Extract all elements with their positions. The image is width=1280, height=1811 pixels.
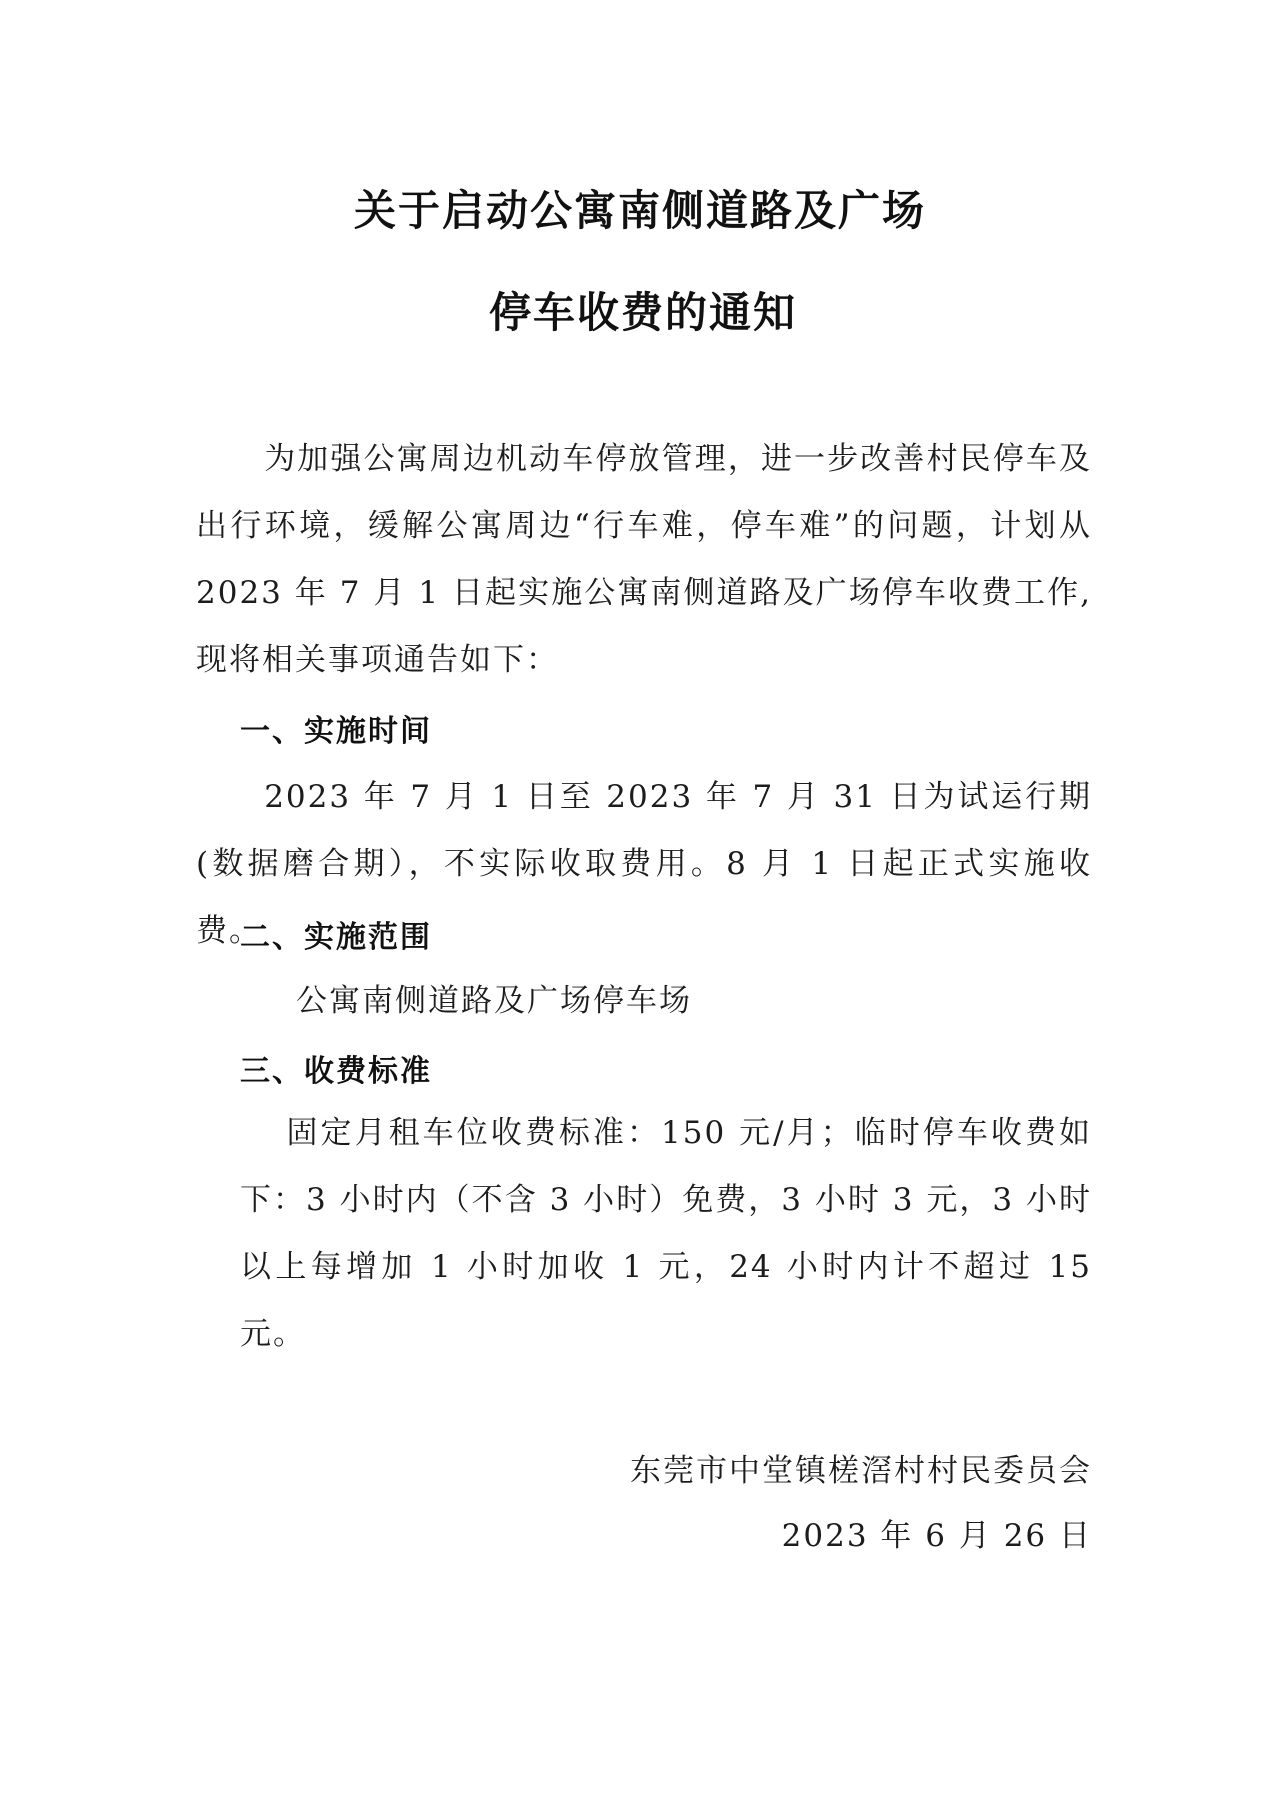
signature-date: 2023 年 6 月 26 日 xyxy=(781,1518,1092,1554)
section-body-time: 2023 年 7 月 1 日至 2023 年 7 月 31 日为试运行期(数据磨合期），不实际收取费用。8 月 1 日起正式实施收费。 xyxy=(196,779,1092,949)
section-heading-time: 一、实施时间 xyxy=(240,714,432,749)
intro-paragraph: 为加强公寓周边机动车停放管理，进一步改善村民停车及出行环境，缓解公寓周边“行车难，停车难”的问题，计划从2023 年 7 月 1 日起实施公寓南侧道路及广场停车收费工作,现将相关事项通告如下： xyxy=(196,441,1092,678)
signature-organization: 东莞市中堂镇槎滘村村民委员会 xyxy=(630,1453,1092,1489)
section-body-fees: 固定月租车位收费标准：150 元/月；临时停车收费如下：3 小时内（不含 3 小时）免费，3 小时 3 元，3 小时以上每增加 1 小时加收 1 元，24 小时内计不超过 15 元。 xyxy=(240,1115,1092,1352)
document-title-line-2: 停车收费的通知 xyxy=(488,288,797,337)
document-title-line-1: 关于启动公寓南侧道路及广场 xyxy=(353,186,926,235)
section-body-scope: 公寓南侧道路及广场停车场 xyxy=(296,983,692,1019)
section-heading-scope: 二、实施范围 xyxy=(240,920,432,955)
section-heading-fees: 三、收费标准 xyxy=(240,1054,432,1089)
